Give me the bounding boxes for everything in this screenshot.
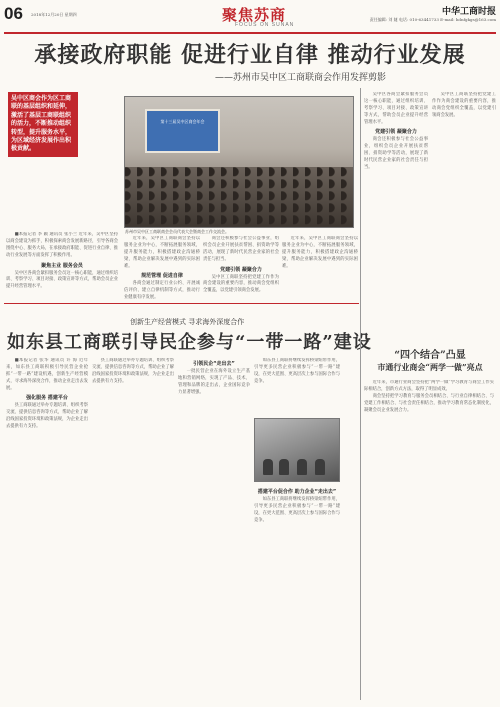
article3-text-2: 商会坚持把学习教育与服务会员相结合、与行业自律相结合、与党建工作相结合、与社会责任相结合，推动学习教育常态化制度化，凝聚会员企业发展合力。 — [364, 393, 494, 413]
article1-right-column-2 — [432, 92, 496, 342]
article1-column-4 — [282, 236, 358, 302]
article1-col2-text-b: 各商会通过制定行业公约、开展诚信评价、建立自律机制等方式，推动行业健康有序发展。 — [124, 281, 200, 301]
issue-date: 2018年12月20日 星期四 — [31, 12, 77, 17]
article2-column-4-bottom — [254, 486, 340, 703]
article3-text-1: 近年来，市通行业商会坚持把“两学一做”学习教育与商会工作实际相结合，创新方式方法，取得了明显成效。 — [364, 380, 494, 392]
article1-headline: 承接政府职能 促进行业自律 推动行业发展 — [34, 42, 466, 68]
photo-banner — [145, 109, 220, 153]
section-divider — [4, 303, 359, 304]
article1-col1-text: ■本报记者 李 颖 通讯员 张小兰 近年来，吴中区坚持以商会建设为抓手，积极探索商会发展新路径，引导各商会围绕中心、服务大局，在承接政府职能、促进行业自律、推动行业发展等方面发挥了积极作用。 — [6, 232, 118, 258]
article1-subhead: ——苏州市吴中区工商联商会作用发挥剪影 — [215, 73, 387, 83]
article1-column-2 — [124, 236, 200, 302]
article2-col1-subhead: 强化服务 搭建平台 — [26, 395, 68, 402]
article2-col4-text: 如东县工商联将继续发挥桥梁纽带作用，引导更多民营企业积极参与“一带一路”建设，在更大范围、更高层次上参与国际合作与竞争。 — [254, 358, 340, 384]
photo-person — [263, 459, 273, 475]
article1-photo-caption: 苏州市吴中区工商联商会会员代表大会暨商会工作交流会。 — [125, 229, 229, 234]
article1-col1-text-b: 吴中区各商会紧扣服务会员这一核心职能，通过组织培训、考察学习、项目对接、政策宣讲等方式，帮助会员企业提升经营管理水平。 — [6, 270, 118, 290]
article1-col2-subhead: 规范管理 促进自律 — [141, 273, 183, 280]
article1-col1-subhead: 聚焦主业 服务会员 — [41, 262, 83, 269]
article2-column-4-top — [254, 358, 340, 416]
article2-col2-text: 县工商联通过举办专题培训、组织考察交流、提供信息咨询等方式，帮助企业了解沿线国家投资环境和政策法规，为企业走出去提供有力支持。 — [92, 358, 174, 384]
section-title-en: FOCUS ON SUNAN — [235, 22, 295, 28]
article3-title: “四个结合”凸显 — [394, 350, 466, 361]
page-number: 06 — [4, 4, 23, 23]
article1-col3-text-b: 吴中区工商联坚持把党建工作作为商会建设的重要内容，推动商会党组织全覆盖，以党建引领商会发展。 — [203, 274, 279, 294]
article1-column-3 — [203, 236, 279, 302]
article1-right-col2-text: 吴中区工商联坚持把党建工作作为商会建设的重要内容，推动商会党组织全覆盖，以党建引领商会发展。 — [432, 92, 496, 118]
article2-column-3 — [178, 358, 250, 703]
article1-pullquote: 吴中区商会作为区工商联的基层组织和延伸，激活了基层工商联组织的活力，不断推动组织转型，提升服务水平，为区域经济发展作出积极贡献。 — [8, 92, 78, 157]
page-header — [4, 4, 496, 34]
article2-col1-text-b: 县工商联通过举办专题培训、组织考察交流、提供信息咨询等方式，帮助企业了解沿线国家投资环境和政策法规，为企业走出去提供有力支持。 — [6, 403, 88, 429]
article3-subtitle: 市通行业商会“两学一做”亮点 — [377, 362, 483, 372]
article2-headline: 如东县工商联引导民企参与“一带一路”建设 — [7, 332, 372, 353]
article2-kicker: 创新生产经营模式 寻求海外深度合作 — [130, 318, 245, 326]
photo-person — [315, 459, 325, 475]
article1-right-col1-text: 吴中区各商会紧扣服务会员这一核心职能，通过组织培训、考察学习、项目对接、政策宣讲等方式，帮助会员企业提升经营管理水平。 — [364, 92, 428, 125]
article1-col3-subhead: 党建引领 凝聚合力 — [220, 266, 262, 273]
column-rule — [360, 88, 361, 700]
article1-right-column-1 — [364, 92, 428, 342]
article2-photo — [254, 418, 340, 482]
article2-column-2 — [92, 358, 174, 703]
photo-person — [297, 459, 307, 475]
photo-banner-text: 第十三届吴中区商会年会 — [160, 119, 205, 124]
article1-photo — [124, 96, 354, 228]
article1-column-1 — [6, 232, 118, 302]
masthead: 中华工商时报 — [441, 7, 496, 17]
article1-right-col1-subhead: 党建引领 凝聚合力 — [375, 129, 417, 136]
article2-col3-subhead: 引领民企“走出去” — [193, 361, 235, 367]
article1-col3-text: 商会还积极参与社会公益事业，组织会员企业开展扶贫帮困、捐资助学等活动，展现了新时代民营企业家的社会责任与担当。 — [203, 236, 279, 262]
article1-right-col1-text-b: 商会还积极参与社会公益事业，组织会员企业开展扶贫帮困、捐资助学等活动，展现了新时代民营企业家的社会责任与担当。 — [364, 137, 428, 170]
photo-person — [279, 459, 289, 475]
article2-column-1 — [6, 358, 88, 703]
article2-col4-subhead: 搭建平台促合作 助力企业“走出去” — [257, 489, 337, 495]
article2-col3-text: 一批民营企业在海外设立生产基地和营销网络，实现了产品、技术、管理和品牌的走出去，企业国际竞争力显著增强。 — [178, 369, 250, 395]
editor-credits: 责任编辑: 刘 婕 电话: 010-63441733 E-mail: hdnfgkgs@163.com — [369, 17, 496, 22]
section-title: 聚焦苏商 — [222, 6, 287, 24]
article2-col4-text-b: 如东县工商联将继续发挥桥梁纽带作用，引导更多民营企业积极参与“一带一路”建设，在更大范围、更高层次上参与国际合作与竞争。 — [254, 497, 340, 523]
article2-col1-text: ■本报记者 张华 通讯员 许 海 近年来，如东县工商联积极引导民营企业抢抓“一带一路”建设机遇，创新生产经营模式，寻求海外深度合作，推动企业走出去发展。 — [6, 358, 88, 391]
article1-col4-text: 近年来，吴中区工商联商会坚持以服务企业为中心，不断拓展服务领域，提升服务能力，积极搭建政企沟通桥梁，帮助企业解决发展中遇到的实际困难。 — [282, 236, 358, 269]
photo-audience — [125, 167, 353, 227]
article3-body — [364, 380, 494, 702]
article1-col2-text: 近年来，吴中区工商联商会坚持以服务企业为中心，不断拓展服务领域，提升服务能力，积极搭建政企沟通桥梁，帮助企业解决发展中遇到的实际困难。 — [124, 236, 200, 269]
